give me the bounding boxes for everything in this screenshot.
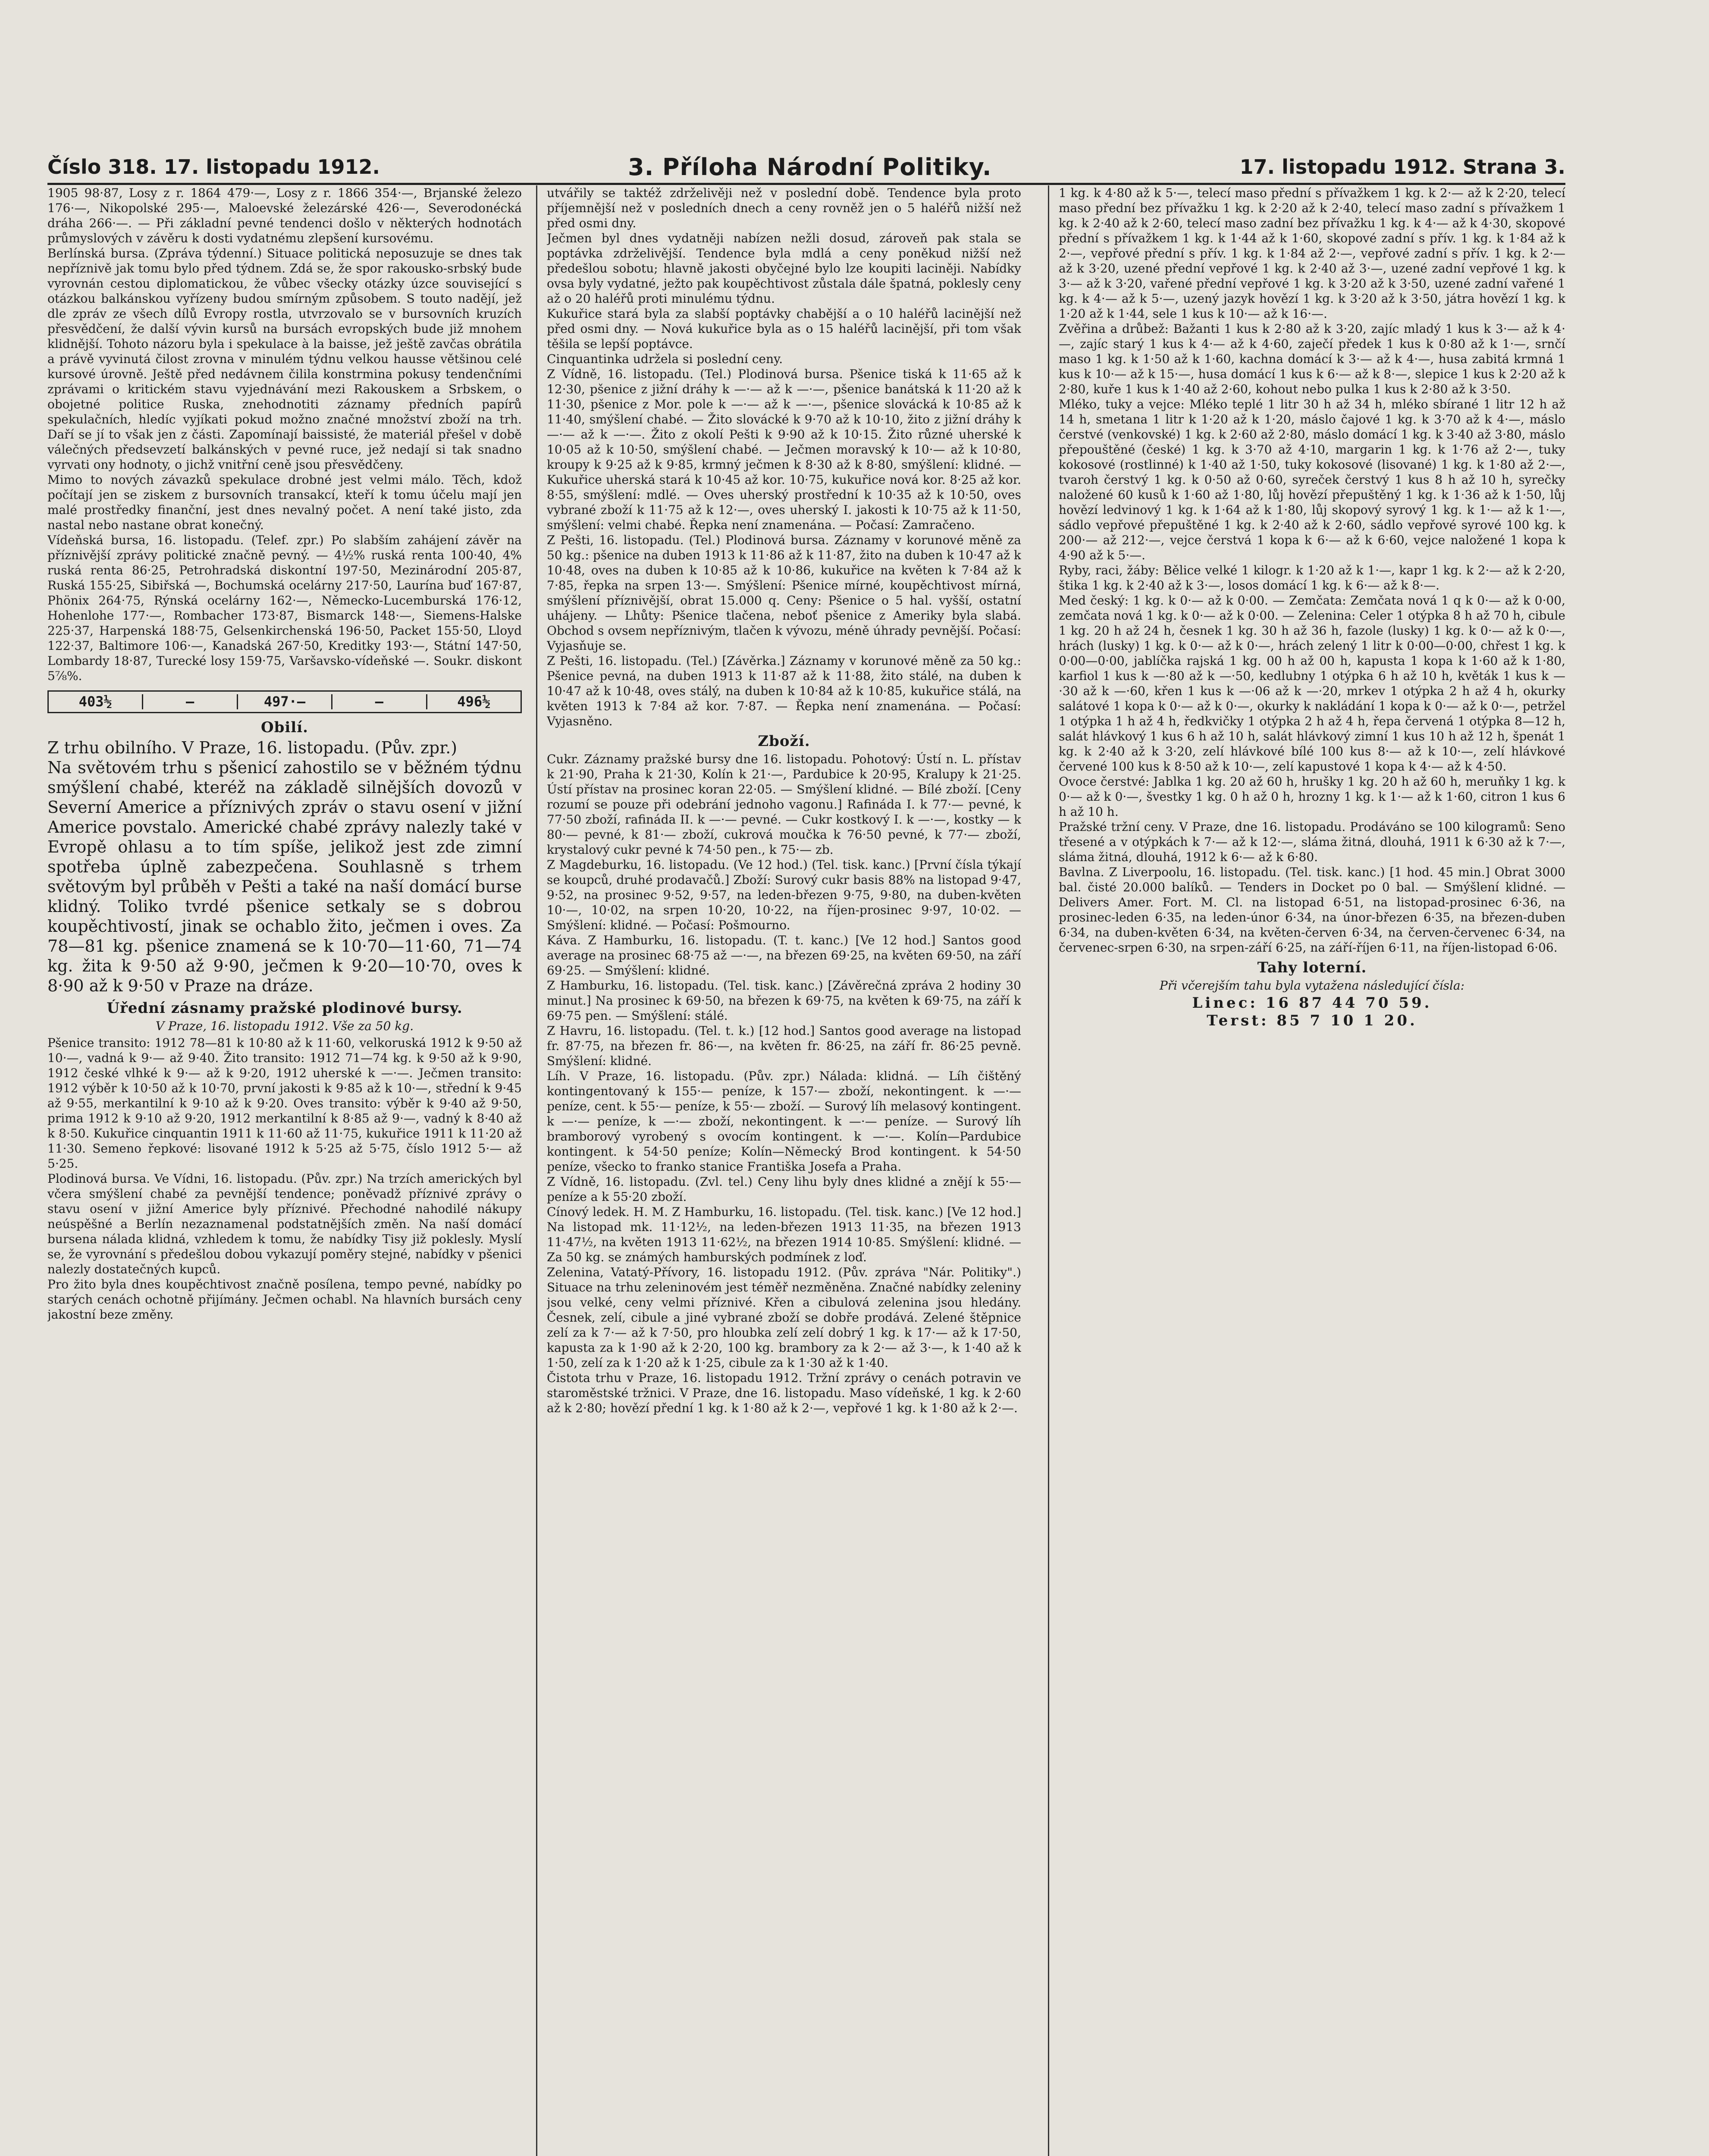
magdeburg-report: Z Magdeburku, 16. listopadu. (Ve 12 hod.) (Tel. tisk. kanc.) [První čísla týkají se koupců, druhé prodavačů.] Zboží: Surový cukr basis 88% na listopad 9·47, 9·52, na prosinec 9·52, 9·57, na leden-březen 9·75, 9·80, na duben-květen 10·—, 10·02, na srpen 10·20, 10·22, na říjen-prosinec 9·97, 10·02. — Smýšlení: klidné. — Počasí: Pošmourno. — [547, 858, 1021, 932]
quote-cell: 403½ — [49, 694, 143, 709]
issue-number: Číslo 318. 17. listopadu 1912. — [47, 155, 380, 179]
lottery-title: Tahy loterní. — [1257, 959, 1367, 976]
lottery-linz: Linec: 16 87 44 70 59. — [1192, 994, 1432, 1012]
corn-report: Kukuřice stará byla za slabší poptávky chabější a o 10 haléřů lacinější než před osmi dny. — Nová kukuřice byla as o 15 haléřů lacinější, při tom však těšila se lepší poptávce. — [547, 307, 1021, 351]
havre-coffee: Z Havru, 16. listopadu. (Tel. t. k.) [12 hod.] Santos good average na listopad fr. 87·75, na březen fr. 86·—, na květen fr. 86·25, na září fr. 86·25 pevně. Smýšlení: klidné. — [547, 1024, 1021, 1068]
quote-cell: 496½ — [457, 693, 491, 710]
market-hall-prices: Čistota trhu v Praze, 16. listopadu 1912. Tržní zprávy o cenách potravin ve staroměstské tržnici. V Praze, dne 16. listopadu. Maso vídeňské, 1 kg. k 2·60 až k 2·80; hovězí přední 1 kg. k 1·80 až k 2·—, vepřové 1 kg. k 1·80 až k 2·—. — [547, 1371, 1021, 1415]
section-title-grain: Obilí. — [261, 719, 308, 736]
vienna-spirits: Z Vídně, 16. listopadu. (Zvl. tel.) Ceny lihu byly dnes klidné a znějí k 55·— peníze a k 55·20 zboží. — [547, 1175, 1021, 1204]
header-rule — [47, 183, 1565, 185]
rye-report: Pro žito byla dnes koupěchtivost značně posílena, tempo pevné, nabídky po starých cenách ochotně přijímány. Ječmen ochabl. Na hlavních bursách ceny jakostní beze změny. — [47, 1277, 522, 1322]
column-2 — [547, 185, 1021, 2156]
vienna-commodity-bourse: Plodinová bursa. Ve Vídni, 16. listopadu. (Pův. zpr.) Na trzích amerických byl včera smýšlení chabé za pevnější tendence; poněvadž příznivé zprávy o stavu osení v jižní Americe byly příznivé. Přechodné nahodilé nákupy neúspěšné a Berlín nezaznamenal podstatnějších změn. Na naší domácí bursena nálada klidná, vzhledem k tomu, že nabídky Tisy již poklesly. Myslí se, že vyrovnání s předešlou dobou vykazují poměry stejné, nabídky v pšenici nalezly dostatečných kupců. — [47, 1172, 522, 1276]
saltpeter-report: Cínový ledek. H. M. Z Hamburku, 16. listopadu. (Tel. tisk. kanc.) [Ve 12 hod.] Na listopad mk. 11·12½, na leden-březen 1913 11·35, na březen 1913 11·47½, na květen 1913 11·62½, na březen 1914 10·85. Smýšlení: klidné. — Za 50 kg. se známých hamburských podmínek z loď. — [547, 1205, 1021, 1264]
column-1 — [47, 185, 522, 2156]
lottery-intro: Při včerejším tahu byla vytažena následující čísla: — [1159, 978, 1465, 993]
cinquantino-report: Cinquantinka udržela si poslední ceny. — [547, 352, 783, 366]
quote-cell: — — [143, 694, 238, 709]
pest-telegram: Z Pešti, 16. listopadu. (Tel.) Plodinová bursa. Záznamy v korunové měně za 50 kg.: pšenice na duben 1913 k 11·86 až k 11·87, žito na duben k 10·47 až k 10·48, oves na duben k 10·85 až k 10·86, kukuřice na květen k 7·84 až k 7·85, řepka na srpen 13·—. Smýšlení: Pšenice mírné, koupěchtivost mírná, smýšlení příznivější, obrat 15.000 q. Ceny: Pšenice o 5 hal. vyšší, ostatní uhájeny. — Lhůty: Pšenice tlačena, neboť pšenice z Ameriky byla slabá. Obchod s ovsem nepříznivým, tlačen k vývozu, méně úhrady pevnější. Počasí: Vyjasňuje se. — [547, 533, 1021, 653]
quote-cell: 497·— — [238, 694, 332, 709]
vienna-bourse-report: Vídeňská bursa, 16. listopadu. (Telef. zpr.) Po slabším zahájení závěr na příznivější zprávy politické značně pevný. — 4½% ruská renta 100·40, 4% ruská renta 86·25, Petrohradská diskontní 197·50, Mezinárodní 205·87, Ruská 155·25, Sibiřská —, Bochumská ocelárny 217·50, Laurína buď 167·87, Phönix 264·75, Rýnská ocelárny 162·—, Německo-Lucemburská 176·12, Hohenlohe 177·—, Rombacher 173·87, Bismarck 148·—, Siemens-Halske 225·37, Harpenská 188·75, Gelsenkirchenská 196·50, Packet 155·50, Lloyd 122·37, Baltimore 106·—, Kanadská 267·50, Kreditky 193·—, Státní 147·50, Lombardy 18·87, Turecké losy 159·75, Varšavsko-vídeňské —. Soukr. diskont 5⅞%. — [47, 533, 522, 683]
game-poultry-prices: Zvěřina a drůbež: Bažanti 1 kus k 2·80 až k 3·20, zajíc mladý 1 kus k 3·— až k 4·—, zajíc starý 1 kus k 4·— až k 4·60, zaječí předek 1 kus k 0·80 až k 1·—, srnčí maso 1 kg. k 1·50 až k 1·60, kachna domácí k 3·— až k 4·—, husa zabitá krmná 1 kus k 10·— až k 15·—, husa domácí 1 kus k 6·— až k 8·—, slepice 1 kus k 2·20 až k 2·80, kuře 1 kus k 1·40 až 2·60, kohout nebo pulka 1 kus k 2·80 až k 3·50. — [1059, 322, 1565, 396]
vegetable-prices: Med český: 1 kg. k 0·— až k 0·00. — Zemčata: Zemčata nová 1 q k 0·— až k 0·00, zemčata nová 1 kg. k 0·— až k 0·00. — Zelenina: Celer 1 otýpka 8 h až 70 h, cibule 1 kg. 20 h až 24 h, česnek 1 kg. 30 h až 36 h, fazole (lusky) 1 kg. k 0·— až k 0·—, hrách (lusky) 1 kg. k 0·— až k 0·—, hrách zelený 1 litr k 0·00—0·00, chřest 1 kg. k 0·00—0·00, jablíčka rajská 1 kg. 00 h až 00 h, kapusta 1 kopa k 1·60 až k 1·80, karfiol 1 kus k —·80 až k —·50, kedlubny 1 otýpka 6 h až 10 h, květák 1 kus k —·30 až k —·60, křen 1 kus k —·06 až k —·20, mrkev 1 otýpka 2 h až 4 h, okurky salátové 1 kopa k 0·— až k 0·—, okurky k nakládání 1 kopa k 0·— až k 0·—, petržel 1 otýpka 1 h až 4 h, ředkvičky 1 otýpka 2 h až 4 h, řepa červená 1 otýpka 8—12 h, salát hlávkový 1 kus 6 h až 10 h, salát hlávkový zimní 1 kus 10 h až 12 h, špenát 1 kg. k 2·40 až k 3·20, zelí hlávkové bílé 100 kus 8·— až k 10·—, zelí hlávkové červené 100 kus k 8·50 až k 10·—, zelí kapustové 1 kopa k 4·— až k 4·50. — [1059, 593, 1565, 774]
section-title-goods: Zboží. — [758, 733, 810, 750]
page-number: 17. listopadu 1912. Strana 3. — [1239, 155, 1565, 179]
vienna-telegram: Z Vídně, 16. listopadu. (Tel.) Plodinová bursa. Pšenice tiská k 11·65 až k 12·30, pšenice z jižní dráhy k —·— až k —·—, pšenice banátská k 11·20 až k 11·30, pšenice z Mor. pole k —·— až k —·—, pšenice slovácká k 10·85 až k 11·40, smýšlení chabé. — Žito slovácké k 9·70 až k 10·10, žito z jižní dráhy k —·— až k —·—. Žito z okolí Pešti k 9·90 až k 10·15. Žito různé uherské k 10·05 až k 10·50, smýšlení chabé. — Ječmen moravský k 10·— až k 10·80, kroupy k 9·25 až k 9·85, krmný ječmen k 8·30 až k 8·80, smýšlení: klidné. — Kukuřice uherská stará k 10·45 až kor. 10·75, kukuřice nová kor. 8·25 až kor. 8·55, smýšlení: mdlé. — Oves uherský prostřední k 10·35 až k 10·50, oves vybrané zboží k 11·75 až k 12·—, oves uherský I. jakosti k 10·75 až k 11·50, smýšlení: velmi chabé. Řepka není znamenána. — Počasí: Zamračeno. — [547, 367, 1021, 532]
meat-prices: 1 kg. k 4·80 až k 5·—, telecí maso přední s přívažkem 1 kg. k 2·— až k 2·20, telecí maso přední bez přívažku 1 kg. k 2·20 až k 2·40, telecí maso zadní s přívažkem 1 kg. k 2·40 až k 2·60, telecí maso zadní bez přívažku 1 kg. k 4·— až k 4·30, skopové přední s přívažkem 1 kg. k 1·44 až k 1·60, skopové zadní s přív. 1 kg. k 1·84 až k 2·—, vepřové přední s přív. 1 kg. k 1·84 až 2·—, vepřové zadní s přív. 1 kg. k 2·— až k 3·20, uzené přední vepřové 1 kg. k 2·40 až 3·—, uzené zadní vepřové 1 kg. k 3·— až k 3·20, vařené přední vepřové 1 kg. k 3·20 až k 3·50, uzené zadní vařené 1 kg. k 4·— až k 5·—, uzený jazyk hovězí 1 kg. k 3·20 až k 3·50, játra hovězí 1 kg. k 1·20 až k 1·44, sele 1 kus k 10·— až k 16·—. — [1059, 186, 1565, 321]
coffee-report: Káva. Z Hamburku, 16. listopadu. (T. t. kanc.) [Ve 12 hod.] Santos good average na prosinec 68·75 až —·—, na březen 69·25, na květen 69·50, na září 69·25. — Smýšlení: klidné. — [547, 933, 1021, 978]
sugar-report: Cukr. Záznamy pražské bursy dne 16. listopadu. Pohotový: Ústí n. L. přístav k 21·90, Praha k 21·30, Kolín k 21·—, Pardubice k 20·95, Kralupy k 21·25. Ústí přístav na prosinec koran 22·05. — Smýšlení klidné. — Bílé zboží. [Ceny rozumí se pouze při odebrání jednoho vagonu.] Rafináda I. k 77·— pevné, k 77·50 zboží, rafináda II. k —·— pevné. — Cukr kostkový I. k —·—, kostky — k 80·— pevné, k 81·— zboží, cukrová moučka k 76·50 pevné, k 77·— zboží, krystalový cukr pevné k 74·50 pen., k 75·— zb. — [547, 752, 1021, 857]
spirits-report: Líh. V Praze, 16. listopadu. (Pův. zpr.) Nálada: klidná. — Líh čištěný kontingentovaný k 155·— peníze, k 157·— zboží, nekontingent. k —·— peníze, cent. k 55·— peníze, k 55·— zboží. — Surový líh melasový kontingent. k —·— peníze, k —·— zboží, nekontingent. k —·— peníze. — Surový líh bramborový vyrobený s ovocím kontingent. k —·—. Kolín—Pardubice kontingent. k 54·50 peníze; Kolín—Německý Brod kontingent. k 54·50 peníze, všecko to franko stanice Františka Josefa a Praha. — [547, 1069, 1021, 1174]
official-quotes: Pšenice transito: 1912 78—81 k 10·80 až k 11·60, velkoruská 1912 k 9·50 až 10·—, vadná k 9·— až 9·40. Žito transito: 1912 71—74 kg. k 9·50 až k 9·90, 1912 české vlhké k 9·— až k 9·20, 1912 uherské k —·—. Ječmen transito: 1912 výběr k 10·50 až k 10·70, první jakosti k 9·85 až k 10·—, střední k 9·45 až 9·55, merkantilní k 9·10 až k 9·20. Oves transito: výběr k 9·40 až 9·50, prima 1912 k 9·10 až 9·20, 1912 merkantilní k 8·85 až 9·—, vadný k 8·40 až k 8·50. Kukuřice cinquantin 1911 k 11·60 až 11·75, kukuřice 1911 k 11·20 až 11·30. Semeno řepkové: lisované 1912 k 5·25 až 5·75, číslo 1912 5·— až 5·25. — [47, 1036, 522, 1171]
column-3 — [1059, 185, 1565, 2156]
fruit-prices: Ovoce čerstvé: Jablka 1 kg. 20 až 60 h, hrušky 1 kg. 20 h až 60 h, meruňky 1 kg. k 0·— až k 0·—, švestky 1 kg. 0 h až 0 h, hrozny 1 kg. k 1·— až k 1·60, citron 1 kus 6 h až 10 h. — [1059, 774, 1565, 819]
column-divider — [1048, 185, 1049, 2156]
hamburg-coffee-closing: Z Hamburku, 16. listopadu. (Tel. tisk. kanc.) [Závěrečná zpráva 2 hodiny 30 minut.] Na prosinec k 69·50, na březen k 69·75, na květen k 69·75, na září k 69·75 pen. — Smýšlení: stálé. — [547, 978, 1021, 1023]
supplement-title: 3. Příloha Národní Politiky. — [628, 153, 992, 181]
column-divider — [536, 185, 537, 2156]
vegetable-report: Zelenina, Vatatý-Přívory, 16. listopadu 1912. (Pův. zpráva "Nár. Politiky".) Situace na trhu zeleninovém jest téměř nezměněna. Značné nabídky zeleniny jsou velké, ceny velmi příznivé. Křen a cibulová zelenina jsou hledány. Česnek, zelí, cibule a jiné vybrané zboží se dobře prodává. Zelené štěpnice zelí za k 7·— až k 7·50, pro hloubka zelí zelí dobrý 1 kg. k 17·— až k 17·50, kapusta za k 1·90 až k 2·20, 100 kg. brambory za k 2·— až 3·—, k 1·40 až k 1·50, zelí za k 1·20 až k 1·25, cibule za k 1·30 až k 1·40. — [547, 1265, 1021, 1370]
market-report-moscow: 1905 98·87, Losy z r. 1864 479·—, Losy z r. 1866 354·—, Brjanské železo 176·—, Nikopolské 295·—, Maloevské železárské 426·—, Severodonécká dráha 266·—. — Při základní pevné tendenci došlo v některých hodnotách průmyslových v závěru k dosti vydatnému zlepšení kursovému. — [47, 186, 522, 245]
pest-closing-telegram: Z Pešti, 16. listopadu. (Tel.) [Závěrka.] Záznamy v korunové měně za 50 kg.: Pšenice pevná, na duben 1913 k 11·87 až k 11·88, žito stálé, na duben k 10·47 až k 10·48, oves stálý, na duben k 10·84 až k 10·85, kukuřice stálá, na květen 1913 k 7·84 až kor. 7·87. — Řepka není znamenána. — Počasí: Vyjasněno. — [547, 654, 1021, 728]
quote-box — [47, 690, 522, 713]
dairy-prices: Mléko, tuky a vejce: Mléko teplé 1 litr 30 h až 34 h, mléko sbírané 1 litr 12 h až 14 h, smetana 1 litr k 1·20 až k 1·20, máslo čajové 1 kg. k 3·70 až k 4·—, máslo čerstvé (venkovské) 1 kg. k 2·60 až 2·80, máslo domácí 1 kg. k 3·40 až 3·80, máslo přepouštěné (české) 1 kg. k 3·70 až 4·10, margarin 1 kg. k 1·76 až 2·—, tuky kokosové (rostlinné) k 1·40 až 1·50, tuky kokosové (lisované) 1 kg. k 1·80 až 2·—, tvaroh čerstvý 1 kg. k 0·50 až 0·60, syreček čerstvý 1 kus 8 h až 10 h, syrečky naložené 60 kusů k 1·60 až 1·80, lůj hovězí přepuštěný 1 kg. k 1·36 až k 1·50, lůj hovězí ledvinový 1 kg. k 1·64 až k 1·80, lůj skopový syrový 1 kg. k 1·— až k 1·—, sádlo vepřové přepuštěné 1 kg. k 2·40 až k 2·60, sádlo vepřové syrové 100 kg. k 200·— až 212·—, vejce čerstvá 1 kopa k 6·— až k 6·60, vejce naložené 1 kopa k 4·90 až k 5·—. — [1059, 397, 1565, 562]
barley-report: Ječmen byl dnes vydatněji nabízen nežli dosud, zároveň pak stala se poptávka zdrželivější. Tendence byla mdlá a ceny poněkud nižší než předešlou sobotu; hlavně jakosti obyčejné bylo lze koupiti laciněji. Nabídky ovsa byly vydatné, ježto pak koupěchtivost zůstala dále špatná, poklesly ceny až o 20 haléřů proti minulému týdnu. — [547, 231, 1021, 306]
lottery-trieste: Terst: 85 7 10 1 20. — [1207, 1012, 1417, 1029]
page-header — [47, 152, 1565, 182]
official-quotes-title: Úřední zásnamy pražské plodinové bursy. — [107, 1000, 463, 1017]
berlin-bourse-report-cont: Mimo to nových závazků spekulace drobné jest velmi málo. Těch, kdož počítají jen se ziskem z bursovních transakcí, kteří k tomu účelu mají jen malé prostředky finanční, jest dnes nevalný počet. A není také jisto, zda nastal nebo nastane obrat konečný. — [47, 473, 522, 532]
grain-market-lead: Z trhu obilního. V Praze, 16. listopadu. (Pův. zpr.) — [47, 738, 458, 757]
cotton-report: Bavlna. Z Liverpoolu, 16. listopadu. (Tel. tisk. kanc.) [1 hod. 45 min.] Obrat 3000 bal. čisté 20.000 balíků. — Tenders in Docket po 0 bal. — Smýšlení klidné. — Delivers Amer. Fort. M. Cl. na listopad 6·51, na listopad-prosinec 6·36, na prosinec-leden 6·35, na leden-únor 6·34, na únor-březen 6·35, na březen-duben 6·34, na duben-květen 6·34, na květen-červen 6·34, na červen-červenec 6·34, na červenec-srpen 6·30, na srpen-září 6·25, na září-říjen 6·11, na říjen-listopad 6·06. — [1059, 865, 1565, 955]
prague-market-prices: Pražské tržní ceny. V Praze, dne 16. listopadu. Prodáváno se 100 kilogramů: Seno třesené a v otýpkách k 7·— až k 12·—, sláma žitná, dlouhá, 1911 k 6·30 až k 7·—, sláma žitná, dlouhá, 1912 k 6·— až k 6·80. — [1059, 820, 1565, 864]
fish-prices: Ryby, raci, žáby: Bělice velké 1 kilogr. k 1·20 až k 1·—, kapr 1 kg. k 2·— až k 2·20, štika 1 kg. k 2·40 až k 3·—, losos domácí 1 kg. k 6·— až k 8·—. — [1059, 563, 1565, 592]
berlin-bourse-report: Berlínská bursa. (Zpráva týdenní.) Situace politická neposuzuje se dnes tak nepříznivě jak tomu bylo před týdnem. Zdá se, že spor rakousko-srbský bude vyrovnán cestou diplomatickou, že vůbec všecky otázky úzce související s otázkou balkánskou vyřízeny budou smírným způsobem. S touto nadějí, jež dle zpráv ze všech dílů Evropy rostla, utvrzovalo se v bursovních kruzích přesvědčení, že další vývin kursů na bursách evropských bude již mnohem klidnější. Tohoto názoru byla i spekulace à la baisse, jež ještě zavčas obrátila a právě vyvinutá čilost zrovna v minulém týdnu velkou hausse většinou celé kursové úrovně. Ještě před nedávnem čilila konstrmina pokusy tendenčními zprávami o kritickém stavu vyjednávání mezi Rakouskem a Srbskem, o obojetné politice Ruska, znehodnotiti záznamy předních papírů spekulačních, hledíc vyjíkati pokud možno značné množství zboží na trh. Daří se jí to však jen z části. Zapomínají baissisté, že materiál přešel v době válečných předsevzetí balkánských v pevné ruce, jež nedají si tak snadno vyrvati ony hodnoty, o jichž vnitřní ceně jsou přesvědčeny. — [47, 246, 522, 472]
quote-cell: — — [332, 694, 427, 709]
grain-market-report: Na světovém trhu s pšenicí zahostilo se v běžném týdnu smýšlení chabé, kteréž na základě silnějších dovozů v Severní Americe a příznivých zpráv o stavu osení v jižní Americe povstalo. Americké chabé zprávy nalezly také v Evropě ohlasu a to tím spíše, jelikož jest zde zimní spotřeba úplně zabezpečena. Souhlasně s trhem světovým byl průběh v Pešti a také na naší domácí burse klidný. Toliko tvrdé pšenice setkaly se s dobrou koupěchtivostí, jinak se ochablo žito, ječmen i oves. Za 78—81 kg. pšenice znamená se k 10·70—11·60, 71—74 kg. žita k 9·50 až 9·90, ječmen k 9·20—10·70, oves k 8·90 až k 9·50 v Praze na dráze. — [47, 758, 522, 995]
grain-report-cont: utvářily se taktéž zdrželivěji než v poslední době. Tendence byla proto příjemnější než v posledních dnech a ceny rovněž jen o 5 haléřů nižší než před osmi dny. — [547, 186, 1021, 230]
official-quotes-subtitle: V Praze, 16. listopadu 1912. Vše za 50 kg. — [155, 1019, 414, 1033]
